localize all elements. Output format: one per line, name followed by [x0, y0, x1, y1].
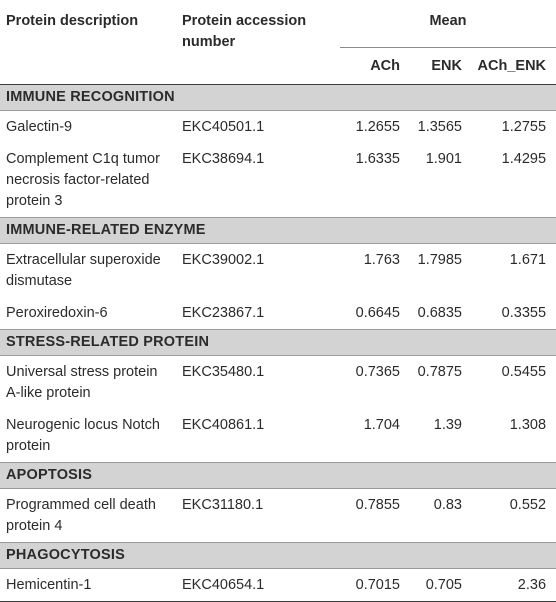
table-row [0, 569, 556, 602]
cell-ach-enk-mean: 1.671 [509, 252, 547, 268]
cell-enk-mean: 0.6835 [417, 305, 462, 321]
table-body [0, 85, 556, 602]
cell-ach-enk-mean: 1.4295 [501, 151, 547, 167]
cell-protein-description: Galectin-9 [6, 119, 73, 135]
cell-ach-mean: 0.7365 [355, 364, 400, 380]
cell-protein-description: Universal stress protein A-like protein [6, 364, 158, 401]
cell-enk-mean: 1.39 [433, 417, 462, 433]
table-row [0, 489, 556, 543]
cell-protein-description: Neurogenic locus Notch protein [6, 417, 160, 454]
section-row [0, 543, 556, 569]
table-row [0, 143, 556, 218]
section-row [0, 85, 556, 111]
section-row [0, 463, 556, 489]
cell-protein-description: Hemicentin-1 [0, 569, 176, 602]
cell-protein-description: Programmed cell death protein 4 [6, 497, 156, 534]
cell-ach-mean: 1.704 [363, 417, 400, 433]
header-ach: ACh [340, 48, 410, 85]
table-row [0, 244, 556, 298]
section-row [0, 218, 556, 244]
cell-ach-mean: 1.6335 [355, 151, 400, 167]
cell-accession-number: EKC39002.1 [182, 252, 265, 268]
cell-accession-number: EKC40501.1 [182, 119, 265, 135]
cell-ach-enk-mean: 0.552 [509, 497, 547, 513]
cell-ach-mean: 1.763 [363, 252, 400, 268]
table-row [0, 356, 556, 410]
table-row [0, 297, 556, 330]
cell-enk-mean: 1.7985 [417, 252, 462, 268]
cell-ach-mean: 0.6645 [355, 305, 400, 321]
cell-ach-mean: 0.7015 [340, 569, 410, 602]
section-title: PHAGOCYTOSIS [0, 543, 556, 569]
section-title: IMMUNE-RELATED ENZYME [0, 218, 556, 244]
table-row [0, 409, 556, 463]
table-header [0, 0, 556, 85]
header-enk: ENK [410, 48, 472, 85]
cell-ach-mean: 0.7855 [355, 497, 400, 513]
cell-protein-description: Peroxiredoxin-6 [6, 305, 108, 321]
cell-ach-enk-mean: 1.2755 [501, 119, 547, 135]
section-title: STRESS-RELATED PROTEIN [0, 330, 556, 356]
cell-enk-mean: 0.7875 [417, 364, 462, 380]
cell-accession-number: EKC35480.1 [182, 364, 265, 380]
header-mean: Mean [340, 0, 556, 48]
section-row [0, 330, 556, 356]
cell-ach-enk-mean: 2.36 [472, 569, 556, 602]
cell-enk-mean: 1.901 [425, 151, 462, 167]
section-title: IMMUNE RECOGNITION [0, 85, 556, 111]
cell-enk-mean: 1.3565 [417, 119, 462, 135]
header-ach-enk: ACh_ENK [472, 48, 556, 85]
cell-ach-enk-mean: 1.308 [509, 417, 547, 433]
header-protein-description: Protein description [0, 0, 176, 85]
cell-accession-number: EKC31180.1 [182, 497, 264, 513]
cell-enk-mean: 0.705 [410, 569, 472, 602]
section-title: APOPTOSIS [0, 463, 556, 489]
cell-enk-mean: 0.83 [433, 497, 462, 513]
cell-ach-mean: 1.2655 [355, 119, 400, 135]
cell-accession-number: EKC40654.1 [176, 569, 340, 602]
cell-accession-number: EKC40861.1 [182, 417, 265, 433]
cell-ach-enk-mean: 0.5455 [501, 364, 547, 380]
cell-accession-number: EKC23867.1 [182, 305, 265, 321]
table-row [0, 111, 556, 144]
cell-protein-description: Complement C1q tumor necrosis factor-related protein 3 [6, 151, 160, 209]
cell-ach-enk-mean: 0.3355 [501, 305, 547, 321]
cell-accession-number: EKC38694.1 [182, 151, 265, 167]
header-protein-accession-number: Protein accession number [176, 0, 340, 85]
cell-protein-description: Extracellular superoxide dismutase [6, 252, 161, 289]
